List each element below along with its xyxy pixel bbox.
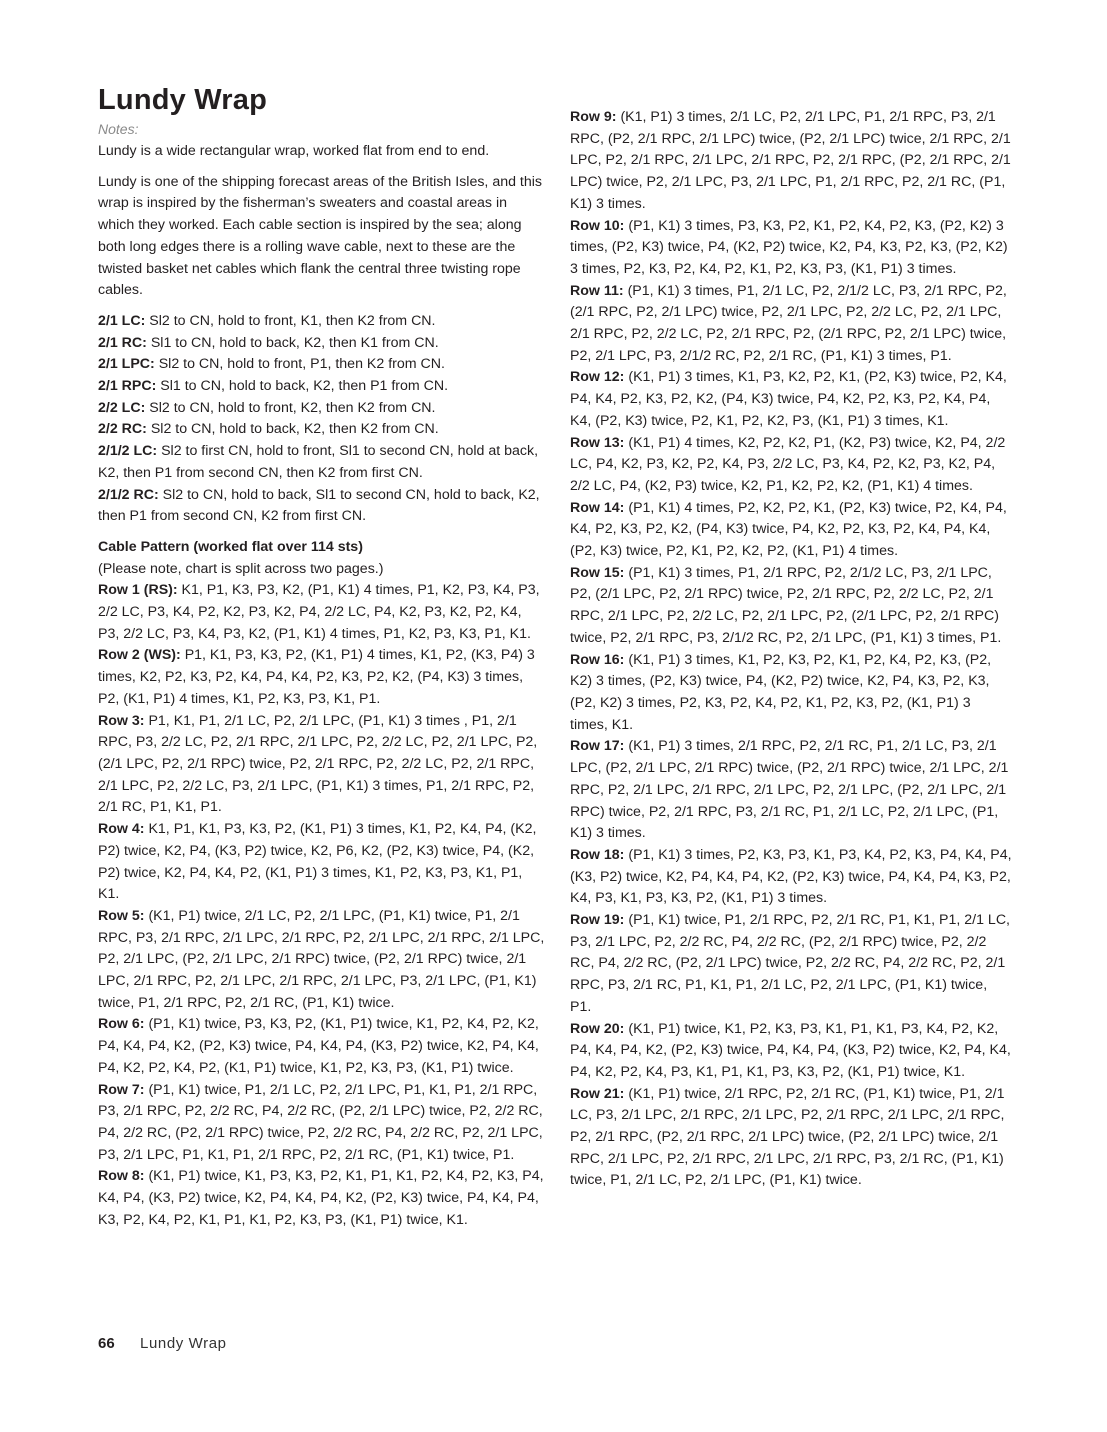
abbreviation-definition: Sl2 to CN, hold to front, K2, then K2 from CN. xyxy=(145,399,436,416)
pattern-row xyxy=(570,1019,1012,1084)
row-instructions: (K1, P1) twice, 2/1 LC, P2, 2/1 LPC, (P1, K1) twice, P1, 2/1 RPC, P3, 2/1 RPC, 2/1 LPC, 2/1 RPC, P2, 2/1 LPC, 2/1 RPC, 2/1 LPC, P2, 2/1 LPC, (P2, 2/1 LPC, 2/1 RPC) twice, (P2, 2/1 RPC) twice, 2/1 LPC, 2/1 RPC, P2, 2/1 LPC, 2/1 RPC, 2/1 LPC, P3, 2/1 LPC, (P1, K1) twice, P1, 2/1 RPC, P2, 2/1 RC, (P1, K1) twice. xyxy=(98,907,545,1011)
abbreviation-term: 2/1 RC: xyxy=(98,334,147,351)
abbreviation-item xyxy=(98,485,546,528)
row-label: Row 9: xyxy=(570,109,617,125)
row-instructions: (K1, P1) 3 times, 2/1 LC, P2, 2/1 LPC, P1, 2/1 RPC, P3, 2/1 RPC, (P2, 2/1 RPC, 2/1 LPC) twice, (P2, 2/1 LPC) twice, 2/1 RPC, 2/1 LPC, P2, 2/1 RPC, 2/1 LPC, 2/1 RPC, P2, 2/1 RPC, (P2, 2/1 RPC, 2/1 LPC) twice, P2, 2/1 LPC, P3, 2/1 LPC, P1, 2/1 RPC, P2, 2/1 RC, (P1, K1) 3 times. xyxy=(570,109,1011,212)
pattern-row xyxy=(570,736,1012,845)
abbreviation-definition: Sl1 to CN, hold to back, K2, then K1 from CN. xyxy=(146,334,439,351)
abbreviation-definition: Sl2 to first CN, hold to front, Sl1 to second CN, hold at back, K2, then P1 from second CN, then K2 from first CN. xyxy=(98,443,539,481)
abbreviation-item xyxy=(98,441,546,484)
pattern-row xyxy=(570,563,1012,650)
pattern-row xyxy=(570,216,1012,281)
row-label: Row 7: xyxy=(98,1081,145,1098)
abbreviation-term: 2/1/2 RC: xyxy=(98,486,159,503)
running-footer-title: Lundy Wrap xyxy=(140,1335,227,1352)
notes-label: Notes: xyxy=(98,121,139,137)
row-instructions: (K1, P1) 3 times, K1, P3, K2, P2, K1, (P2, K3) twice, P2, K4, P4, K4, P2, K3, P2, K2, (P4, K3) twice, P4, K2, P2, K3, P2, K4, P4, K4, (P2, K3) twice, P2, K1, P2, K2, P3, (K1, P1) 3 times, K1. xyxy=(570,369,1007,429)
pattern-row xyxy=(570,107,1012,216)
pattern-row xyxy=(570,281,1012,368)
pattern-heading: Cable Pattern (worked flat over 114 sts) xyxy=(98,538,363,555)
abbreviation-list xyxy=(98,311,546,528)
row-instructions: K1, P1, K1, P3, K3, P2, (K1, P1) 3 times, K1, P2, K4, P4, (K2, P2) twice, K2, P4, (K3, P2) twice, K2, P6, K2, (P2, K3) twice, P4, (K2, P2) twice, K2, P4, K4, P2, (K1, P1) 3 times, K1, P2, K3, P3, K1, P1, K1. xyxy=(98,821,537,903)
pattern-row xyxy=(98,711,546,820)
row-label: Row 11: xyxy=(570,282,624,299)
intro-section xyxy=(98,141,546,1231)
row-instructions: (K1, P1) twice, K1, P2, K3, P3, K1, P1, K1, P3, K4, P2, K2, P4, K4, P4, K2, (P2, K3) twice, P4, K4, P4, (K3, P2) twice, K2, P4, K4, P4, K2, P2, K4, P3, K1, P1, K1, P3, K3, P2, (K1, P1) twice, K1. xyxy=(570,1020,1011,1080)
row-label: Row 3: xyxy=(98,712,145,729)
abbreviation-item xyxy=(98,333,546,355)
row-instructions: (P1, K1) twice, P1, 2/1 LC, P2, 2/1 LPC, P1, K1, P1, 2/1 RPC, P3, 2/1 RPC, P2, 2/2 RC, P4, 2/2 RC, (P2, 2/1 LPC) twice, P2, 2/2 RC, P4, 2/2 RC, (P2, 2/1 RPC) twice, P2, 2/2 RC, P4, 2/2 RC, P2, 2/1 LPC, P3, 2/1 LPC, P1, K1, P1, 2/1 RPC, P2, 2/1 RC, (P1, K1) twice, P1. xyxy=(98,1081,543,1163)
row-label: Row 4: xyxy=(98,821,145,838)
abbreviation-term: 2/2 RC: xyxy=(98,421,147,438)
pattern-row xyxy=(570,845,1012,910)
row-instructions: P1, K1, P1, 2/1 LC, P2, 2/1 LPC, (P1, K1) 3 times , P1, 2/1 RPC, P3, 2/2 LC, P2, 2/1 RPC, 2/1 LPC, P2, 2/2 LC, P2, 2/1 LPC, P2, (2/1 LPC, P2, 2/1 RPC) twice, P2, 2/1 RPC, P2, 2/2 LC, P2, 2/1 RPC, 2/1 LPC, P2, 2/2 LC, P3, 2/1 LPC, (P1, K1) 3 times, P1, 2/1 RPC, P2, 2/1 RC, P1, K1, P1. xyxy=(98,712,538,816)
row-label: Row 15: xyxy=(570,564,625,581)
abbreviation-item xyxy=(98,354,546,376)
row-instructions: (P1, K1) twice, P3, K3, P2, (K1, P1) twice, K1, P2, K4, P2, K2, P4, K4, P4, K2, (P2, K3) twice, P4, K4, P4, (K3, P2) twice, K2, P4, K4, P4, K2, P2, K4, P2, (K1, P1) twice, K1, P2, K3, P3, (K1, P1) twice. xyxy=(98,1016,539,1076)
pattern-row xyxy=(98,1080,546,1167)
abbreviation-term: 2/2 LC: xyxy=(98,399,146,416)
row-instructions: (K1, P1) 3 times, 2/1 RPC, P2, 2/1 RC, P1, 2/1 LC, P3, 2/1 LPC, (P2, 2/1 LPC, 2/1 RPC) twice, (P2, 2/1 RPC) twice, 2/1 LPC, 2/1 RPC, P2, 2/1 LPC, 2/1 RPC, 2/1 LPC, P2, 2/1 LPC, (P2, 2/1 LPC, 2/1 RPC) twice, P2, 2/1 RPC, P3, 2/1 RC, P1, 2/1 LC, P2, 2/1 LPC, (P1, K1) 3 times. xyxy=(570,738,1009,842)
row-label: Row 12: xyxy=(570,369,625,386)
pattern-row xyxy=(570,650,1012,737)
row-label: Row 16: xyxy=(570,651,625,668)
abbreviation-term: 2/1/2 LC: xyxy=(98,443,158,460)
row-label: Row 14: xyxy=(570,499,625,516)
row-instructions: (P1, K1) twice, P1, 2/1 RPC, P2, 2/1 RC, P1, K1, P1, 2/1 LC, P3, 2/1 LPC, P2, 2/2 RC, P4, 2/2 RC, (P2, 2/1 RPC) twice, P2, 2/2 RC, P4, 2/2 RC, (P2, 2/1 LPC) twice, P2, 2/2 RC, P4, 2/2 RC, P2, 2/1 RPC, P3, 2/1 RC, P1, K1, P1, 2/1 LC, P2, 2/1 LPC, (P1, K1) twice, P1. xyxy=(570,912,1011,1015)
row-label: Row 1 (RS): xyxy=(98,582,178,599)
row-instructions: (K1, P1) 3 times, K1, P2, K3, P2, K1, P2, K4, P2, K3, (P2, K2) 3 times, (P2, K3) twice, P4, (K2, P2) twice, K2, P4, K3, P2, K3, (P2, K2) 3 times, P2, K3, P2, K4, P2, K1, P2, K3, P2, (K1, P1) 3 times, K1. xyxy=(570,651,992,733)
pattern-row xyxy=(98,819,546,906)
row-instructions: (K1, P1) 4 times, K2, P2, K2, P1, (K2, P3) twice, K2, P4, 2/2 LC, P4, K2, P3, K2, P2, K4, P3, 2/2 LC, P3, K4, P2, K2, P3, K2, P4, 2/2 LC, P4, (K2, P3) twice, K2, P1, K2, P2, K2, (P1, K1) 4 times. xyxy=(570,434,1006,494)
row-label: Row 6: xyxy=(98,1016,145,1033)
pattern-row xyxy=(570,367,1012,432)
abbreviation-definition: Sl2 to CN, hold to back, Sl1 to second CN, hold to back, K2, then P1 from second CN, K2 from first CN. xyxy=(98,486,540,525)
abbreviation-item xyxy=(98,398,546,420)
abbreviation-term: 2/1 RPC: xyxy=(98,378,157,395)
pattern-row xyxy=(98,906,546,1015)
pattern-row xyxy=(98,580,546,645)
row-instructions: (K1, P1) twice, K1, P3, K3, P2, K1, P1, K1, P2, K4, P2, K3, P4, K4, P4, (K3, P2) twice, K2, P4, K4, P4, K2, (P2, K3) twice, P4, K4, P4, K3, P2, K4, P2, K1, P1, K1, P2, K3, P3, (K1, P1) twice, K1. xyxy=(98,1168,544,1228)
row-label: Row 19: xyxy=(570,912,625,929)
row-label: Row 18: xyxy=(570,846,625,863)
row-instructions: (P1, K1) 4 times, P2, K2, P2, K1, (P2, K3) twice, P2, K4, P4, K4, P2, K3, P2, K2, (P4, K3) twice, P4, K2, P2, K3, P2, K4, P4, K4, (P2, K3) twice, P2, K1, P2, K2, P2, (K1, P1) 4 times. xyxy=(570,499,1007,560)
row-label: Row 13: xyxy=(570,434,625,451)
pattern-row xyxy=(98,645,546,710)
pattern-row xyxy=(98,1166,546,1231)
intro-paragraph-2: Lundy is one of the shipping forecast areas of the British Isles, and this wrap is inspired by the fisherman’s sweaters and coastal areas in which they worked. Each cable section is inspired by the sea; along both long edges there is a rolling wave cable, next to these are the twisted basket net cables which flank the central three twisting rope cables. xyxy=(98,173,543,299)
page-number: 66 xyxy=(98,1335,115,1352)
row-label: Row 8: xyxy=(98,1168,145,1185)
pattern-row xyxy=(570,498,1012,563)
abbreviation-term: 2/1 LPC: xyxy=(98,356,155,373)
row-label: Row 21: xyxy=(570,1085,625,1102)
row-instructions: K1, P1, K3, P3, K2, (P1, K1) 4 times, P1, K2, P3, K4, P3, 2/2 LC, P3, K4, P2, K2, P3, K2, P4, 2/2 LC, P4, K2, P3, K2, P2, K4, P3, 2/2 LC, P3, K4, P3, K2, (P1, K1) 4 times, P1, K2, P3, K3, P1, K1. xyxy=(98,582,540,642)
abbreviation-term: 2/1 LC: xyxy=(98,312,146,329)
pattern-note: (Please note, chart is split across two pages.) xyxy=(98,560,384,577)
abbreviation-item xyxy=(98,376,546,398)
abbreviation-item xyxy=(98,311,546,333)
abbreviation-definition: Sl2 to CN, hold to back, K2, then K2 from CN. xyxy=(146,421,439,438)
row-instructions: (P1, K1) 3 times, P2, K3, P3, K1, P3, K4, P2, K3, P4, K4, P4, (K3, P2) twice, K2, P4, K4, P4, K2, (P2, K3) twice, P4, K4, P4, K3, P2, K4, P3, K1, P3, K3, P2, (K1, P1) 3 times. xyxy=(570,846,1012,907)
row-label: Row 5: xyxy=(98,907,145,924)
row-instructions: (P1, K1) 3 times, P1, 2/1 RPC, P2, 2/1/2 LC, P3, 2/1 LPC, P2, (2/1 LPC, P2, 2/1 RPC) twice, P2, 2/1 RPC, P2, 2/2 LC, P2, 2/1 RPC, 2/1 LPC, P2, 2/2 LC, P2, 2/1 LPC, P2, (2/1 LPC, P2, 2/1 RPC) twice, P2, 2/1 RPC, P3, 2/1/2 RC, P2, 2/1 LPC, (P1, K1) 3 times, P1. xyxy=(570,564,1002,646)
row-instructions: (P1, K1) 3 times, P3, K3, P2, K1, P2, K4, P2, K3, (P2, K2) 3 times, (P2, K3) twice, P4, (K2, P2) twice, K2, P4, K3, P2, K3, (P2, K2) 3 times, P2, K3, P2, K4, P2, K1, P2, K3, P3, (K1, P1) 3 times. xyxy=(570,217,1008,277)
abbreviation-item xyxy=(98,419,546,441)
row-label: Row 10: xyxy=(570,217,625,234)
pattern-rows-right xyxy=(570,107,1012,1192)
abbreviation-definition: Sl2 to CN, hold to front, P1, then K2 from CN. xyxy=(154,356,445,373)
pattern-row xyxy=(570,433,1012,498)
row-instructions: P1, K1, P3, K3, P2, (K1, P1) 4 times, K1, P2, (K3, P4) 3 times, K2, P2, K3, P2, K4, P4, K4, P2, K3, P2, K2, (P4, K3) 3 times, P2, (K1, P1) 4 times, K1, P2, K3, P3, K1, P1. xyxy=(98,647,535,707)
pattern-rows-left xyxy=(98,580,546,1231)
pattern-row xyxy=(98,1014,546,1079)
abbreviation-definition: Sl2 to CN, hold to front, K1, then K2 from CN. xyxy=(145,312,436,329)
row-label: Row 20: xyxy=(570,1020,625,1037)
row-instructions: (P1, K1) 3 times, P1, 2/1 LC, P2, 2/1/2 LC, P3, 2/1 RPC, P2, (2/1 RPC, P2, 2/1 LPC) twice, P2, 2/1 LPC, P2, 2/2 LC, P2, 2/1 LPC, 2/1 RPC, P2, 2/2 LC, P2, 2/1 RPC, P2, (2/1 RPC, P2, 2/1 LPC) twice, P2, 2/1 LPC, P3, 2/1/2 RC, P2, 2/1 RC, (P1, K1) 3 times, P1. xyxy=(570,282,1007,364)
row-label: Row 17: xyxy=(570,738,625,755)
row-instructions: (K1, P1) twice, 2/1 RPC, P2, 2/1 RC, (P1, K1) twice, P1, 2/1 LC, P3, 2/1 LPC, 2/1 RPC, 2/1 LPC, P2, 2/1 RPC, 2/1 LPC, 2/1 RPC, P2, 2/1 RPC, (P2, 2/1 RPC, 2/1 LPC) twice, (P2, 2/1 LPC) twice, 2/1 RPC, 2/1 LPC, P2, 2/1 RPC, 2/1 LPC, 2/1 RPC, P3, 2/1 RC, (P1, K1) twice, P1, 2/1 LC, P2, 2/1 LPC, (P1, K1) twice. xyxy=(570,1085,1005,1189)
row-label: Row 2 (WS): xyxy=(98,647,181,664)
intro-paragraph-1: Lundy is a wide rectangular wrap, worked flat from end to end. xyxy=(98,143,490,159)
page-title: Lundy Wrap xyxy=(98,84,268,116)
pattern-row xyxy=(570,1084,1012,1193)
pattern-row xyxy=(570,910,1012,1019)
abbreviation-definition: Sl1 to CN, hold to back, K2, then P1 from CN. xyxy=(156,378,449,395)
